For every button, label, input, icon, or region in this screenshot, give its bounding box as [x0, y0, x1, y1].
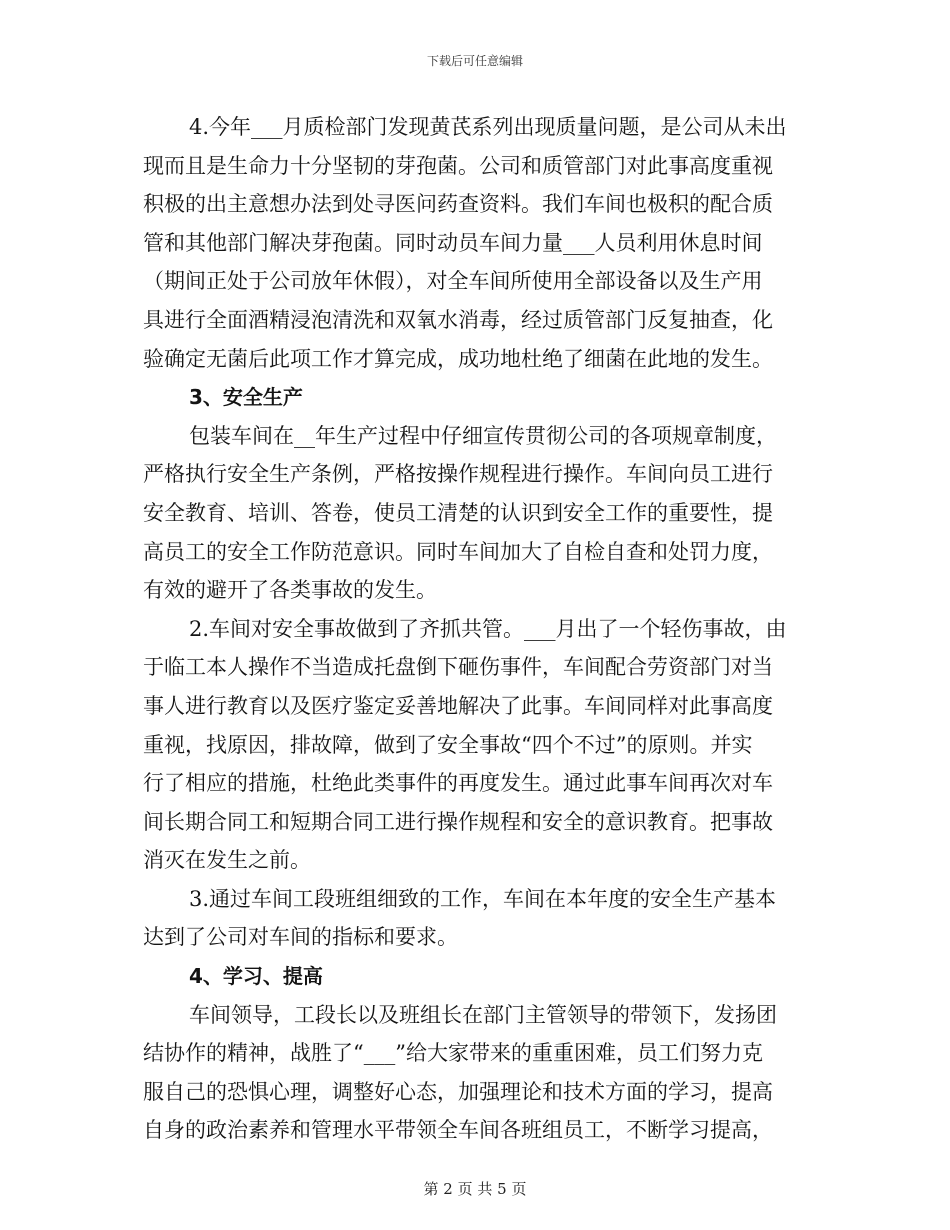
text-line: 于临工本人操作不当造成托盘倒下砸伤事件，车间配合劳资部门对当 [143, 655, 773, 680]
page-footer: 第 2 页 共 5 页 [423, 1180, 527, 1198]
text-line: （期间正处于公司放年休假），对全车间所使用全部设备以及生产用 [143, 269, 763, 294]
section-heading: 3、安全生产 [189, 385, 303, 410]
text-line: 管和其他部门解决芽孢菌。同时动员车间力量___人员利用休息时间 [143, 230, 763, 255]
paragraph [143, 108, 808, 378]
text-line: 结协作的精神，战胜了“___”给大家带来的重重困难，员工们努力克 [143, 1041, 763, 1066]
paragraph [143, 880, 808, 957]
text-line: 具进行全面酒精浸泡清洗和双氧水消毒，经过质管部门反复抽查，化 [143, 307, 773, 332]
text-line: 自身的政治素养和管理水平带领全车间各班组员工，不断学习提高， [143, 1118, 773, 1143]
text-line: 服自己的恐惧心理，调整好心态，加强理论和技术方面的学习，提高 [143, 1079, 773, 1104]
text-line: 有效的避开了各类事故的发生。 [143, 578, 437, 603]
text-line: 积极的出主意想办法到处寻医问药查资料。我们车间也极积的配合质 [143, 192, 773, 217]
text-line: 重视，找原因，排故障，做到了安全事故“四个不过”的原则。并实 [143, 732, 753, 757]
text-line: 验确定无菌后此项工作才算完成，成功地杜绝了细菌在此地的发生。 [143, 346, 773, 371]
text-line: 车间领导，工段长以及班组长在部门主管领导的带领下，发扬团 [189, 1002, 777, 1027]
text-line: 安全教育、培训、答卷，使员工清楚的认识到安全工作的重要性，提 [143, 500, 773, 525]
text-line: 消灭在发生之前。 [143, 848, 311, 873]
text-line: 包装车间在__年生产过程中仔细宣传贯彻公司的各项规章制度， [189, 423, 777, 448]
document-body [143, 108, 808, 1150]
paragraph [143, 996, 808, 1150]
section-heading: 4、学习、提高 [189, 964, 323, 989]
text-line: 间长期合同工和短期合同工进行操作规程和安全的意识教育。把事故 [143, 809, 773, 834]
text-line: 高员工的安全工作防范意识。同时车间加大了自检自查和处罚力度， [143, 539, 773, 564]
text-line: 4.今年___月质检部门发现黄芪系列出现质量问题，是公司从未出 [189, 115, 787, 139]
text-line: 现而且是生命力十分坚韧的芽孢菌。公司和质管部门对此事高度重视 [143, 153, 773, 178]
text-line: 事人进行教育以及医疗鉴定妥善地解决了此事。车间同样对此事高度 [143, 693, 773, 718]
page-header: 下载后可任意编辑 [426, 54, 523, 68]
text-line: 严格执行安全生产条例，严格按操作规程进行操作。车间向员工进行 [143, 462, 773, 487]
text-line: 3.通过车间工段班组细致的工作，车间在本年度的安全生产基本 [189, 886, 777, 911]
text-line: 行了相应的措施，杜绝此类事件的再度发生。通过此事车间再次对车 [143, 771, 773, 796]
paragraph [143, 417, 808, 610]
text-line: 达到了公司对车间的指标和要求。 [143, 925, 458, 950]
paragraph [143, 610, 808, 880]
text-line: 2.车间对安全事故做到了齐抓共管。___月出了一个轻伤事故，由 [189, 616, 787, 641]
